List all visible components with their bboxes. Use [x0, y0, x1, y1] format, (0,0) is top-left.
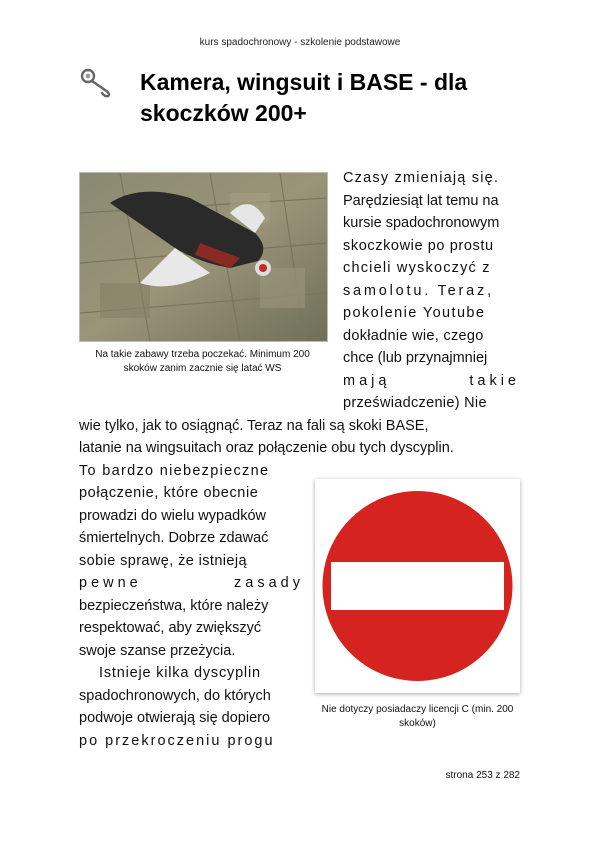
page-title: Kamera, wingsuit i BASE - dla skoczków 200+ — [140, 69, 468, 126]
figure-caption: Nie dotyczy posiadaczy licencji C (min. 200 skoków) — [321, 704, 514, 729]
text-line: pokolenie Youtube — [343, 305, 486, 321]
text-line: pewne zasady — [79, 575, 304, 591]
text-line: bezpieczeństwa, które należy — [79, 598, 269, 614]
text-line: Czasy zmieniają się. — [343, 170, 500, 186]
text-line: chce (lub przynajmniej — [343, 350, 488, 366]
text-line: dokładnie wie, czego — [343, 328, 484, 344]
text-line: spadochronowych, do których — [79, 688, 271, 704]
text-line: po przekroczeniu progu — [79, 733, 275, 749]
text-line: wie tylko, jak to osiągnąć. Teraz na fali są skoki BASE, — [79, 418, 429, 434]
page-number: strona 253 z 282 — [445, 770, 520, 781]
no-entry-sign-icon — [315, 479, 520, 693]
text-line: połączenie, które obecnie — [79, 485, 259, 501]
text-line: latanie na wingsuitach oraz połączenie obu tych dyscyplin. — [79, 440, 454, 456]
text-line: prowadzi do wielu wypadków — [79, 508, 266, 524]
no-entry-sign-figure — [315, 479, 520, 693]
text-line: Istnieje kilka dyscyplin — [99, 665, 261, 681]
figure-caption: Na takie zabawy trzeba poczekać. Minimum 200 skoków zanim zacznie się latać WS — [95, 349, 310, 374]
text-line: przeświadczenie) Nie — [343, 395, 487, 411]
text-line: To bardzo niebezpieczne — [79, 463, 270, 479]
text-line: skoczkowie po prostu — [343, 238, 494, 254]
text-line: swoje szanse przeżycia. — [79, 643, 236, 659]
text-line: śmiertelnych. Dobrze zdawać — [79, 530, 269, 546]
text-line: Parędziesiąt lat temu na — [343, 193, 499, 209]
text-line: chcieli wyskoczyć z — [343, 260, 491, 276]
text-line: samolotu. Teraz, — [343, 283, 494, 299]
wingsuit-photo — [79, 172, 328, 342]
text-line: podwoje otwierają się dopiero — [79, 710, 271, 726]
text-line: respektować, aby zwiększyć — [79, 620, 262, 636]
text-line: kursie spadochronowym — [343, 215, 500, 231]
text-line: sobie sprawę, że istnieją — [79, 553, 247, 569]
pin-icon — [80, 68, 114, 98]
text-line: mają takie — [343, 373, 520, 389]
running-header: kurs spadochronowy - szkolenie podstawowe — [199, 37, 401, 48]
